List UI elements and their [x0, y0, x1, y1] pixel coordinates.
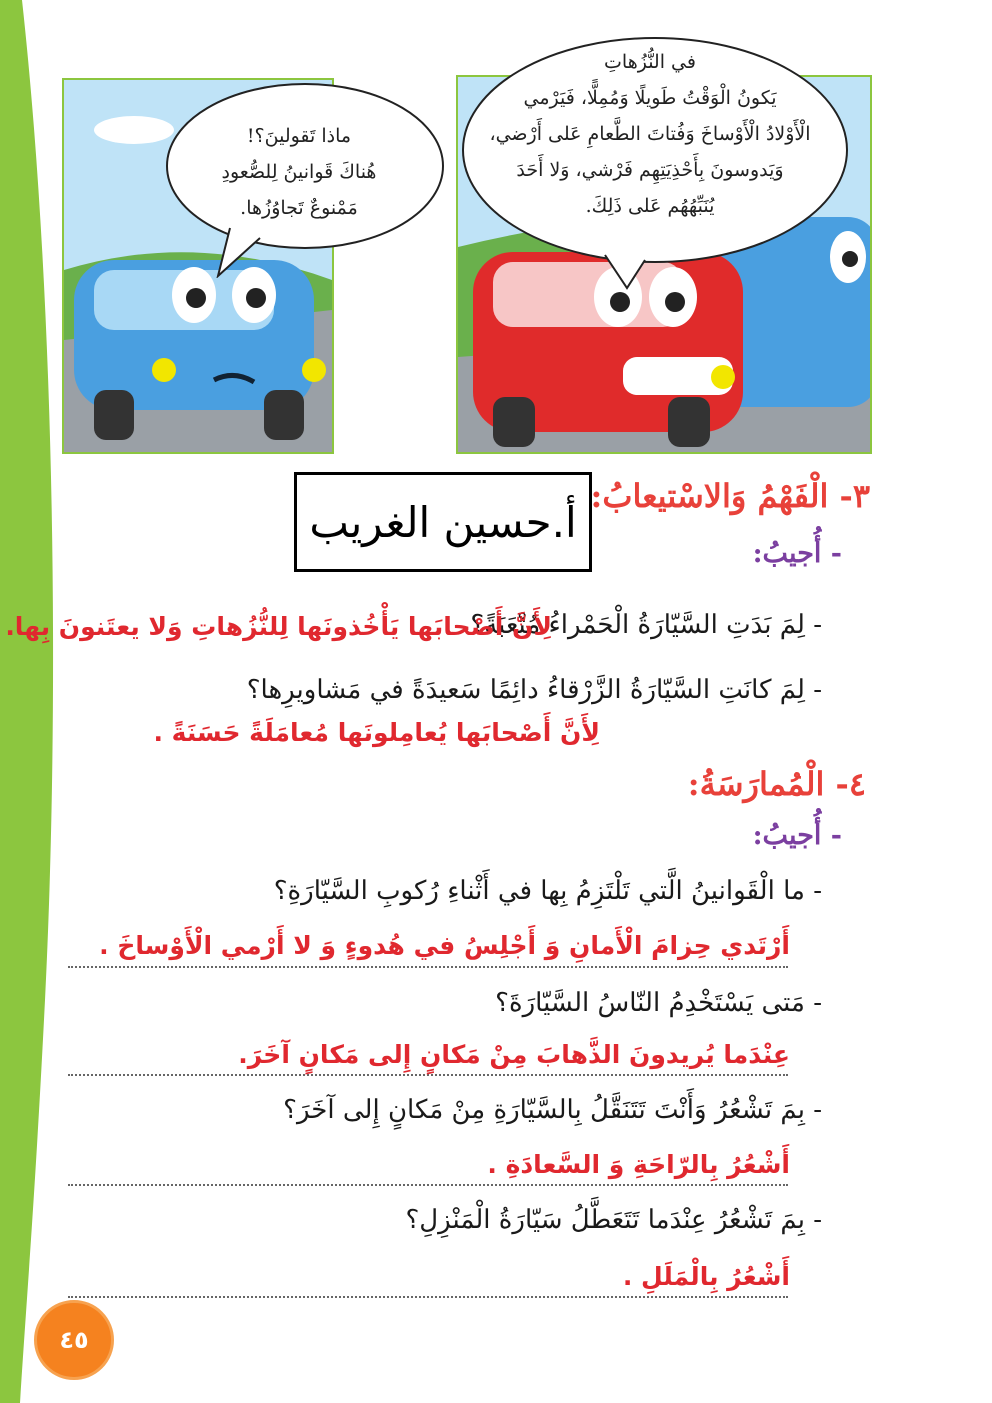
- section3-q2: - لِمَ كانَتِ السَّيّارَةُ الزَّرْقاءُ دائِمًا سَعيدَةً في مَشاويرِها؟: [246, 675, 822, 705]
- section3-heading: ٣- الْفَهْمُ وَالاسْتيعابُ:: [590, 477, 870, 515]
- left-bubble-line: ماذا تَقولينَ؟!: [246, 125, 352, 147]
- section4-q3: - بِمَ تَشْعُرُ وَأَنْتَ تَتَنَقَّلُ بِالسَّيّارَةِ مِنْ مَكانٍ إِلى آخَرَ؟: [283, 1095, 822, 1125]
- right-bubble-line: الْأَوْلادُ الْأَوْساخَ وَفُتاتَ الطَّعامِ عَلى أَرْضي،: [489, 123, 811, 145]
- left-bubble-line: هُناكَ قَوانينُ لِلصُّعودِ: [221, 161, 377, 183]
- section3-a1: لِأَنَّ أَصْحابَها يَأْخُذونَها لِلنُّزُهاتِ وَلا يعتَنونَ بِها.: [5, 612, 552, 641]
- page-number: ٤٥: [59, 1326, 89, 1354]
- answer-line: [68, 1296, 788, 1298]
- section4-sub: - أُجيبُ:: [752, 820, 842, 851]
- answer-line: [68, 966, 788, 968]
- section4-a3: أَشْعُرُ بِالرّاحَةِ وَ السَّعادَةِ .: [487, 1150, 790, 1179]
- section3-sub: - أُجيبُ:: [752, 538, 842, 569]
- left-bubble-text: [178, 118, 420, 226]
- section4-q1: - ما الْقَوانينُ الَّتي تَلْتَزِمُ بِها في أَثْناءِ رُكوبِ السَّيّارَةِ؟: [273, 876, 822, 906]
- section4-q4: - بِمَ تَشْعُرُ عِنْدَما تَتَعَطَّلُ سَيّارَةُ الْمَنْزِلِ؟: [405, 1205, 822, 1235]
- right-bubble-line: وَيَدوسونَ بِأَحْذِيَتِهِم فَرْشي، وَلا أَحَدَ: [516, 159, 784, 181]
- section3-a2: لِأَنَّ أَصْحابَها يُعامِلونَها مُعامَلَةً حَسَنَةً .: [153, 718, 600, 747]
- answer-line: [68, 1184, 788, 1186]
- right-bubble-text: [470, 44, 830, 224]
- section4-heading: ٤- الْمُمارَسَةُ:: [687, 765, 866, 803]
- section4-a4: أَشْعُرُ بِالْمَلَلِ .: [622, 1262, 790, 1291]
- page-number-badge: [34, 1300, 114, 1380]
- right-bubble-line: يُنَبِّهُهُم عَلى ذَلِكَ.: [585, 195, 715, 217]
- section4-q2: - مَتى يَسْتَخْدِمُ النّاسُ السَّيّارَةَ؟: [495, 988, 822, 1018]
- section4-a1: أَرْتَدي حِزامَ الْأَمانِ وَ أَجْلِسُ في هُدوءٍ وَ لا أَرْمي الْأَوْساخَ .: [99, 931, 790, 960]
- answer-line: [68, 1074, 788, 1076]
- author-name-box: أ.حسين الغريب: [294, 472, 592, 572]
- right-bubble-line: في النُّزُهاتِ: [604, 51, 696, 73]
- section4-a2: عِنْدَما يُريدونَ الذَّهابَ مِنْ مَكانٍ إِلى مَكانٍ آخَرَ.: [238, 1040, 790, 1069]
- left-bubble-line: مَمْنوعٌ تَجاوُزُها.: [240, 197, 358, 219]
- section3-q1: - لِمَ بَدَتِ السَّيّارَةُ الْحَمْراءُ مُتْعَبَةً؟: [470, 610, 822, 640]
- right-bubble-line: يَكونُ الْوَقْتُ طَويلًا وَمُمِلًّا، فَيَرْمي: [523, 87, 777, 109]
